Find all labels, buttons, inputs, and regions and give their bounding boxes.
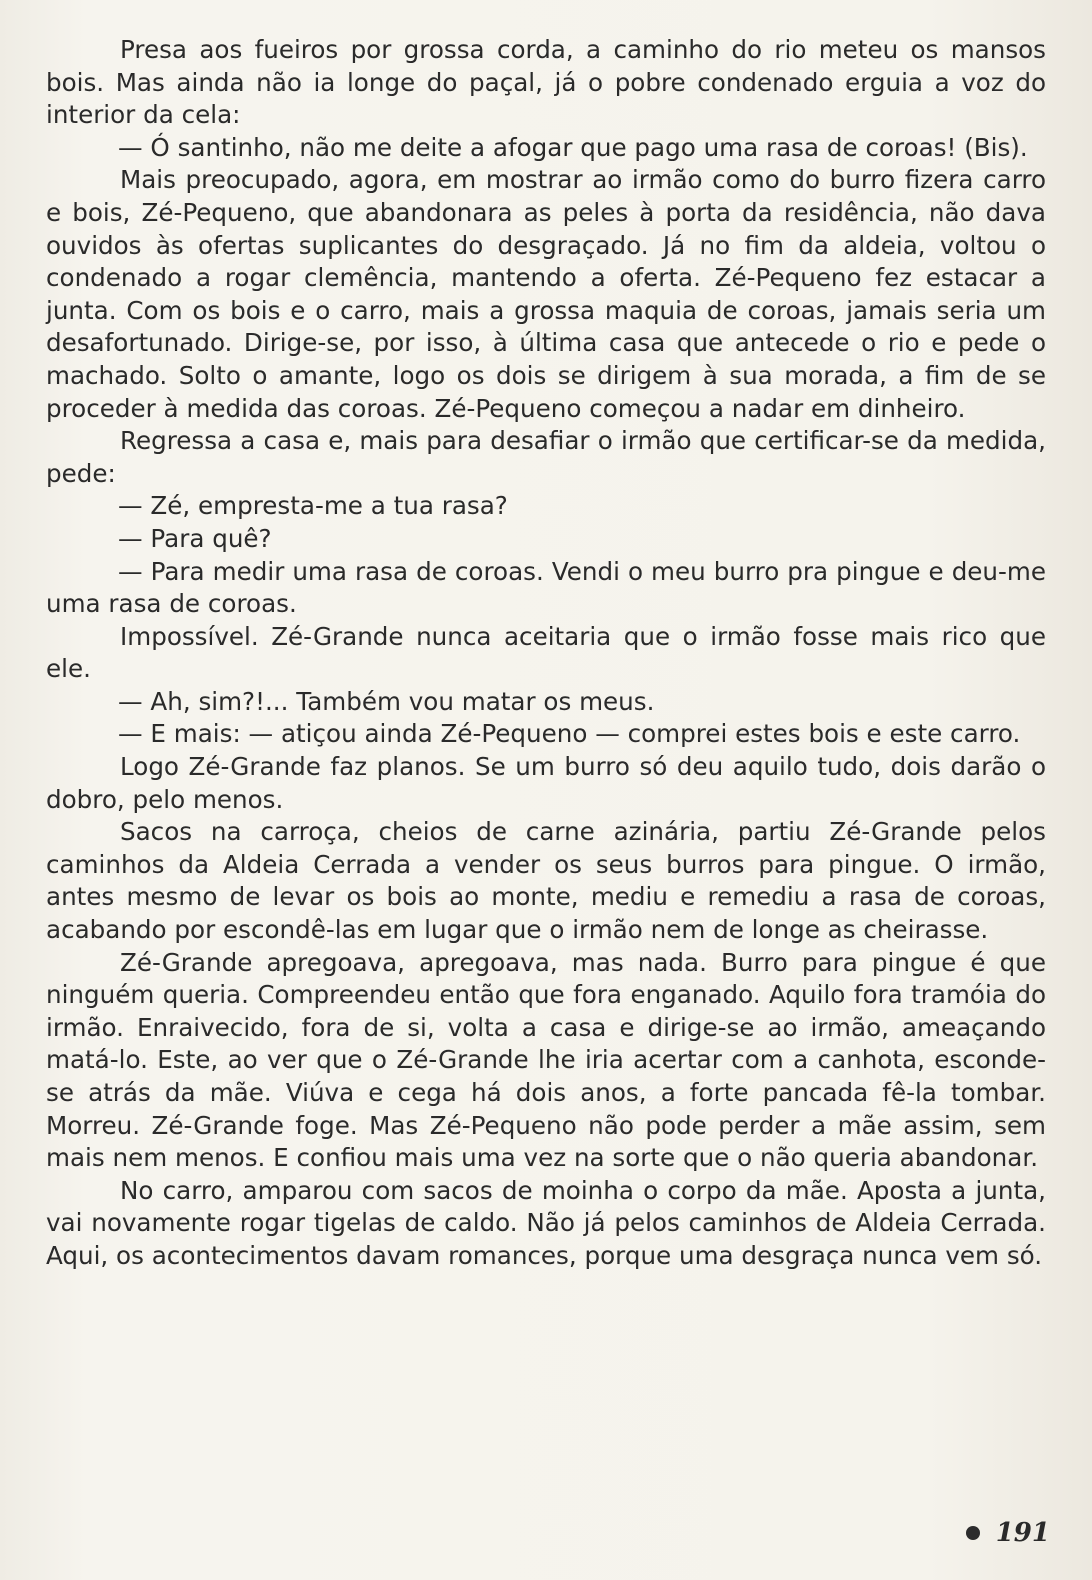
paragraph: Zé-Grande apregoava, apregoava, mas nada. Burro para pingue é que ninguém queria. Compreendeu então que fora enganado. Aquilo fora tramóia do irmão. Enraivecido, fora de si, volta a casa e dirige-se ao irmão, ameaçando matá-lo. Este, ao ver que o Zé-Grande lhe iria acertar com a canhota, esconde-se atrás da mãe. Viúva e cega há dois anos, a forte pancada fê-la tombar. Morreu. Zé-Grande foge. Mas Zé-Pequeno não pode perder a mãe assim, sem mais nem menos. E confiou mais uma vez na sorte que o não queria abandonar.	[46, 947, 1046, 1173]
dialogue-line: — Zé, empresta-me a tua rasa?	[118, 491, 508, 521]
page-footer	[966, 1518, 1050, 1548]
dialogue-line: — Para quê?	[118, 523, 272, 553]
paragraph: Regressa a casa e, mais para desafiar o irmão que certificar-se da medida, pede:	[46, 426, 1046, 488]
paragraph: Sacos na carroça, cheios de carne azinária, partiu Zé-Grande pelos caminhos da Aldeia Cerrada a vender os seus burros para pingue. O irmão, antes mesmo de levar os bois ao monte, mediu e remediu a rasa de coroas, acabando por escondê-las em lugar que o irmão nem de longe as cheirasse.	[46, 817, 1046, 945]
bullet-icon	[966, 1526, 980, 1540]
paragraph: No carro, amparou com sacos de moinha o corpo da mãe. Aposta a junta, vai novamente rogar tigelas de caldo. Não já pelos caminhos de Aldeia Cerrada. Aqui, os acontecimentos davam romances, porque uma desgraça nunca vem só.	[46, 1175, 1046, 1270]
page-number: 191	[995, 1518, 1050, 1548]
dialogue-line: — Ah, sim?!... Também vou matar os meus.	[118, 686, 655, 716]
dialogue-line: — Ó santinho, não me deite a afogar que pago uma rasa de coroas! (Bis).	[118, 132, 1028, 162]
paragraph: Logo Zé-Grande faz planos. Se um burro só deu aquilo tudo, dois darão o dobro, pelo menos.	[46, 752, 1046, 814]
paragraph: Presa aos fueiros por grossa corda, a caminho do rio meteu os mansos bois. Mas ainda não ia longe do paçal, já o pobre condenado erguia a voz do interior da cela:	[46, 35, 1046, 130]
dialogue-line: — E mais: — atiçou ainda Zé-Pequeno — comprei estes bois e este carro.	[118, 719, 1021, 749]
paragraph: Impossível. Zé-Grande nunca aceitaria que o irmão fosse mais rico que ele.	[46, 621, 1046, 684]
body-text	[46, 34, 1046, 1273]
dialogue-line: — Para medir uma rasa de coroas. Vendi o meu burro pra pingue e deu-me uma rasa de coroas.	[46, 556, 1046, 619]
paragraph: Mais preocupado, agora, em mostrar ao irmão como do burro fizera carro e bois, Zé-Pequeno, que abandonara as peles à porta da residência, não dava ouvidos às ofertas suplicantes do desgraçado. Já no fim da aldeia, voltou o condenado a rogar clemência, mantendo a oferta. Zé-Pequeno fez estacar a junta. Com os bois e o carro, mais a grossa maquia de coroas, jamais seria um desafortunado. Dirige-se, por isso, à última casa que antecede o rio e pede o machado. Solto o amante, logo os dois se dirigem à sua morada, a fim de se proceder à medida das coroas. Zé-Pequeno começou a nadar em dinheiro.	[46, 165, 1046, 423]
